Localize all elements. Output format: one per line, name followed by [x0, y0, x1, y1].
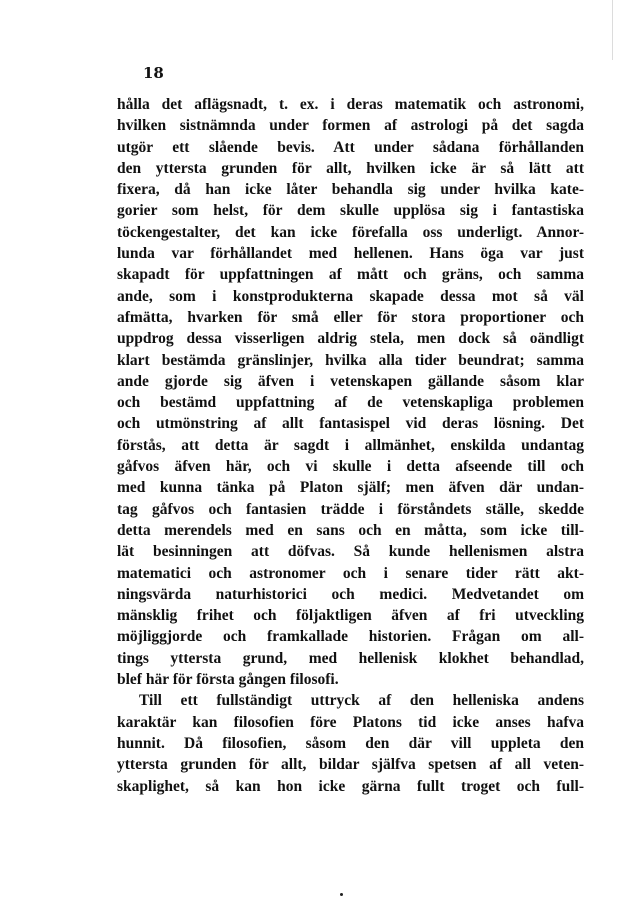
text-line: ningsvärda naturhistorici och medici. Medvetandet om	[117, 585, 584, 603]
printer-mark	[340, 893, 343, 896]
text-line: töckengestalter, det kan icke förefalla oss underligt. Annor-	[117, 223, 584, 241]
text-line: ande gjorde sig äfven i vetenskapen gällande såsom klar	[117, 372, 584, 390]
text-line: hunnit. Då filosofien, såsom den där vill uppleta den	[117, 734, 584, 752]
paragraph-end-line: blef här för första gången filosofi.	[117, 671, 339, 689]
text-line: lät besinningen att döfvas. Så kunde hellenismen alstra	[117, 543, 584, 561]
text-line: fixera, då han icke låter behandla sig under hvilka kate-	[117, 181, 584, 199]
text-line: och bestämd uppfattning af de vetenskapliga problemen	[117, 394, 584, 412]
page-edge-line	[612, 0, 613, 60]
text-line: förstås, att detta är sagdt i allmänhet, enskilda undantag	[117, 436, 584, 454]
text-line: och utmönstring af allt fantasispel vid deras lösning. Det	[117, 415, 584, 433]
text-line: mänsklig frihet och följaktligen äfven af fri utveckling	[117, 607, 584, 625]
text-line: yttersta grunden för allt, bildar själfva spetsen af all veten-	[117, 756, 584, 774]
text-line: gorier som helst, för dem skulle upplösa sig i fantastiska	[117, 202, 584, 220]
text-line: afmätta, hvarken för små eller för stora proportioner och	[117, 308, 584, 326]
text-line: karaktär kan filosofien före Platons tid icke anses hafva	[117, 713, 584, 731]
body-text	[117, 94, 584, 797]
text-line: detta merendels med en sans och en måtta, som icke till-	[117, 521, 584, 539]
paragraph-start-line: Till ett fullständigt uttryck af den helleniska andens	[139, 692, 584, 710]
text-line: lunda var förhållandet med hellenen. Hans öga var just	[117, 245, 584, 263]
text-line: klart bestämda gränslinjer, hvilka alla tider beundrat; samma	[117, 351, 584, 369]
text-line: med kunna tänka på Platon själf; men äfven där undan-	[117, 479, 584, 497]
text-line: tag gåfvos och fantasien trädde i förståndets ställe, skedde	[117, 500, 584, 518]
text-line: skaplighet, så kan hon icke gärna fullt troget och full-	[117, 777, 584, 795]
text-line: hålla det aflägsnadt, t. ex. i deras matematik och astronomi,	[117, 96, 584, 113]
text-line: tings yttersta grund, med hellenisk klokhet behandlad,	[117, 649, 584, 667]
text-line: utgör ett slående bevis. Att under sådana förhållanden	[117, 138, 584, 156]
text-line: uppdrog dessa visserligen aldrig stela, men dock så oändligt	[117, 330, 584, 348]
text-line: matematici och astronomer och i senare tider rätt akt-	[117, 564, 584, 582]
text-line: den yttersta grunden för allt, hvilken icke är så lätt att	[117, 159, 584, 177]
text-line: hvilken sistnämnda under formen af astrologi på det sagda	[117, 117, 584, 135]
text-line: möjliggjorde och framkallade historien. Frågan om all-	[117, 628, 584, 646]
page-number: 18	[143, 64, 164, 82]
text-line: skapadt för uppfattningen af mått och gräns, och samma	[117, 266, 584, 284]
text-line: ande, som i konstprodukterna skapade dessa mot så väl	[117, 287, 584, 305]
text-line: gåfvos äfven här, och vi skulle i detta afseende till och	[117, 458, 584, 476]
